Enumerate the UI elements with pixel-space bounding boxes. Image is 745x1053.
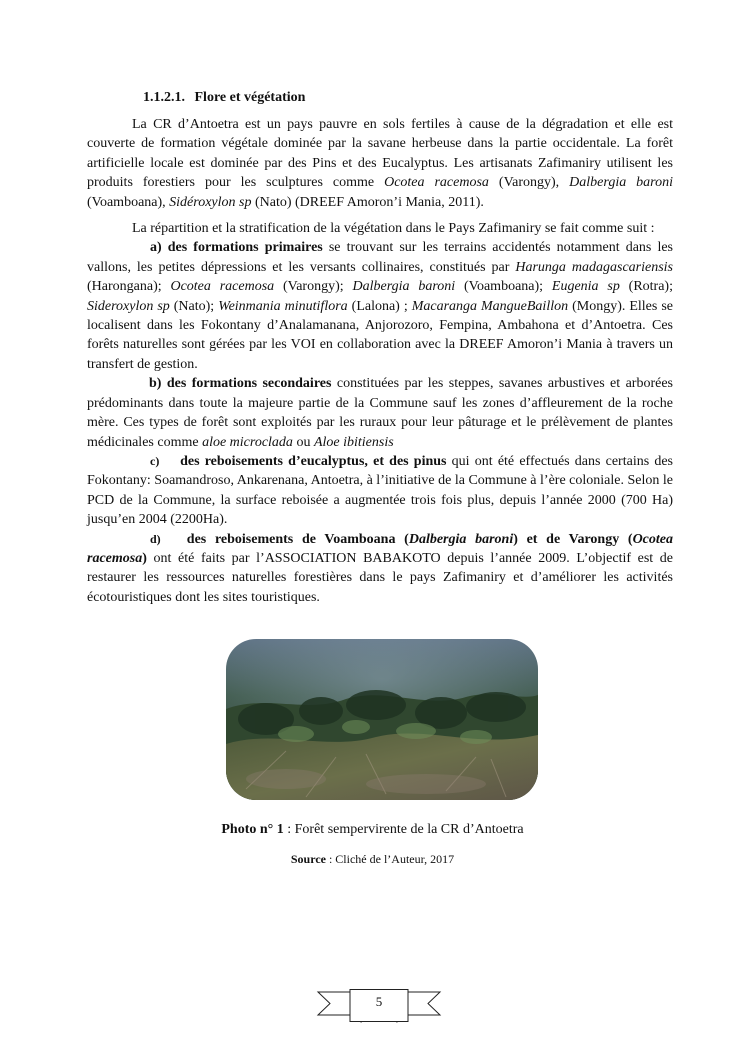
body-text — [87, 115, 673, 607]
species-name: aloe microclada — [202, 434, 293, 450]
species-name: Macaranga MangueBaillon — [411, 298, 569, 314]
photo-caption: Photo n° 1 : Forêt sempervirente de la CR d’Antoetra — [221, 822, 524, 837]
page-number: 5 — [375, 994, 383, 1009]
species-name: Ocotea racemosa — [384, 175, 489, 191]
species-name: Sideroxylon sp — [87, 298, 170, 314]
section-number: 1.1.2.1. — [143, 90, 185, 105]
list-item-eucalyptus-reforestation: c) des reboisements d’eucalyptus, et des pinus qui ont été effectués dans certains des Fokontany: Soamandroso, Ankarenana, Antoetra, à l’initiative de la Commune à l’ère coloniale. Selon le PCD de la Commune, la surface reboisée a augmentée trois fois plus, depuis l’année 2000 (700 Ha) jusqu’en 2004 (2200Ha). — [87, 453, 674, 528]
species-name: Ocotea racemosa — [170, 279, 275, 295]
section-heading — [143, 89, 305, 107]
distribution-paragraph: La répartition et la stratification de la végétation dans le Pays Zafimaniry se fait comme suit : — [132, 221, 655, 237]
photo-label: Photo n° 1 — [221, 822, 284, 837]
species-name: Dalbergia baroni — [352, 279, 456, 295]
page-number-banner — [316, 989, 442, 1029]
species-name: Dalbergia baroni — [569, 175, 674, 191]
list-item-lead: des reboisements d’eucalyptus, et des pinus — [180, 453, 447, 469]
list-item-letter: c) — [150, 453, 160, 468]
species-name: Dalbergia baroni — [408, 531, 514, 547]
intro-paragraph: La CR d’Antoetra est un pays pauvre en sols fertiles à cause de la dégradation et elle est couverte de formation végétale dominée par la savane herbeuse dans la partie occidentale. La forêt artificielle locale est dominée par des Pins et des Eucalyptus. Les artisanats Zafimaniry utilisent les produits forestiers pour les sculptures comme Ocotea racemosa (Varongy), Dalbergia baroni (Voamboana), Sidéroxylon sp (Nato) (DREEF Amoron’i Mania, 2011). — [87, 117, 674, 210]
species-name: Harunga madagascariensis — [515, 259, 674, 275]
photo-source: Source : Cliché de l’Auteur, 2017 — [290, 852, 455, 866]
source-label: Source — [290, 852, 326, 866]
species-name: Weinmania minutiflora — [218, 298, 348, 314]
species-name: Eugenia sp — [551, 279, 620, 295]
list-item-secondary-formations: b) des formations secondaires constituées par les steppes, savanes arbustives et arborées prédominants dans toute la majeure partie de la Commune sauf les zones d’affleurement de la roche mère. Ces types de forêt sont exploités par les ruraux pour leur pâturage et le prélèvement de plantes médicinales comme aloe microclada ou Aloe ibitiensis — [87, 376, 673, 450]
list-item-lead: des reboisements de Voamboana (Dalbergia baroni) et de Varongy (Ocotea racemosa) — [87, 531, 673, 566]
list-item-lead: b) des formations secondaires — [149, 376, 332, 392]
species-name: Aloe ibitiensis — [313, 434, 394, 450]
list-item-letter: d) — [150, 531, 161, 546]
species-name: Sidéroxylon sp — [169, 194, 252, 210]
list-item-lead: a) des formations primaires — [150, 240, 323, 256]
section-title: Flore et végétation — [194, 90, 306, 105]
list-item-primary-formations: a) des formations primaires se trouvant sur les terrains accidentés notamment dans les vallons, les petites dépressions et les versants collinaires, constitués par Harunga madagascariensis (Harongana); Ocotea racemosa (Varongy); Dalbergia baroni (Voamboana); Eugenia sp (Rotra); Sideroxylon sp (Nato); Weinmania minutiflora (Lalona) ; Macaranga MangueBaillon (Mongy). Elles se localisent dans les Fokontany d’Analamanana, Anjorozoro, Fempina, Ambahona et d’Antoetra. Ces forêts naturelles sont gérées par les VOI en collaboration avec la DREEF Amoron’i Mania à travers un transfert de gestion. — [87, 240, 674, 372]
list-item-voamboana-reforestation: d) des reboisements de Voamboana (Dalbergia baroni) et de Varongy (Ocotea racemosa) ont été faits par l’ASSOCIATION BABAKOTO depuis l’année 2009. L’objectif est de restaurer les ressources naturelles forestières dans le pays Zafimaniry et d’améliorer les activités écotouristiques dont les sites touristiques. — [87, 531, 673, 605]
forest-photo — [226, 639, 538, 800]
species-name: Ocotea racemosa — [87, 531, 673, 566]
